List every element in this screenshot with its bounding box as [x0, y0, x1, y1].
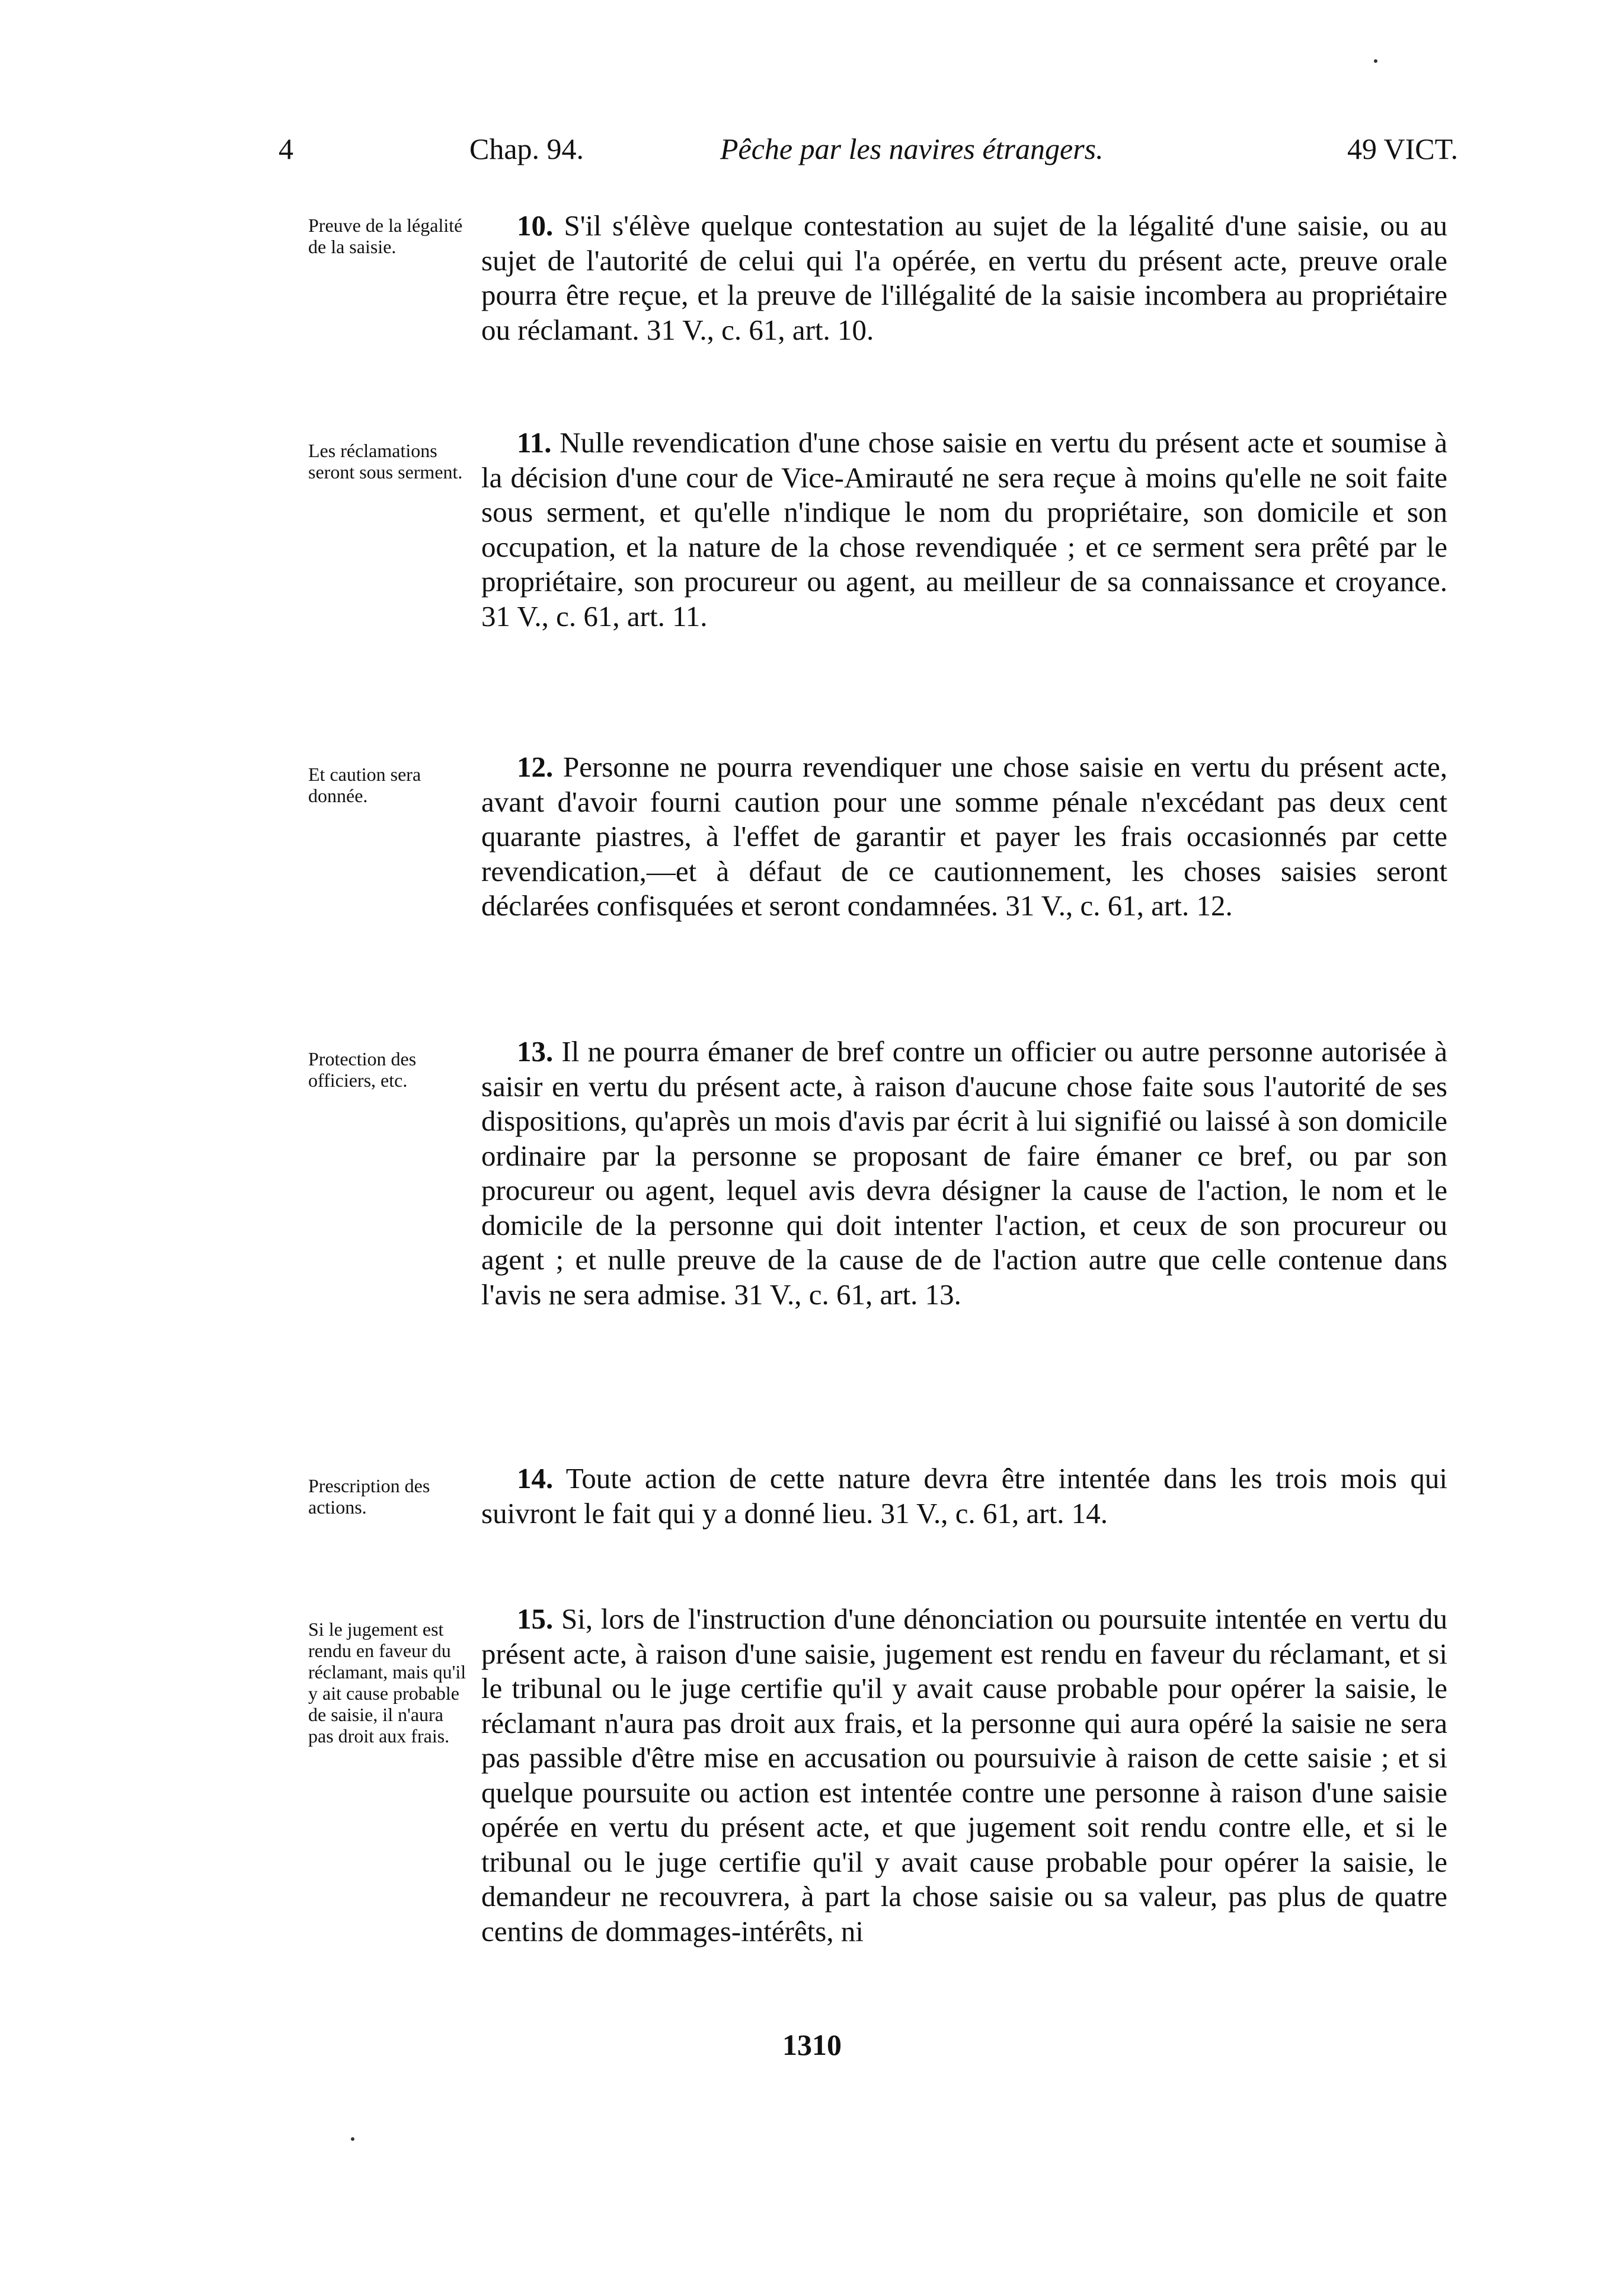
section-text: Nulle revendication d'une chose saisie en vertu du présent acte et soumise à la décision d'une cour de Vice-Amirauté ne sera reçue à moins qu'elle ne soit faite sous serment, et qu'elle n'indique le nom du propriétaire, son domicile et son occupation, et la nature de la chose revendiquée ; et ce serment sera prêté par le propriétaire, son procureur ou agent, au meilleur de sa connaissance et croyance. 31 V., c. 61, art. 11. — [481, 426, 1448, 633]
section-number: 10. — [517, 209, 554, 242]
section-number: 13. — [517, 1035, 554, 1068]
section-text: S'il s'élève quelque contestation au sujet de la légalité d'une saisie, ou au sujet de l'autorité de celui qui l'a opérée, en vertu du présent acte, preuve orale pourra être reçue, et la preuve de l'illégalité de la saisie incombera au propriétaire ou réclamant. 31 V., c. 61, art. 10. — [481, 209, 1447, 346]
header-chapter: Chap. 94. — [469, 132, 584, 165]
folio-number: 1310 — [782, 2028, 842, 2061]
section-10 — [481, 209, 1447, 347]
margin-note-10: Preuve de la légalité de la saisie. — [308, 215, 463, 257]
margin-note-15: Si le jugement est rendu en faveur du réclamant, mais qu'il y ait cause probable de saisie, il n'aura pas droit aux frais. — [308, 1619, 466, 1747]
running-header — [279, 132, 1458, 173]
section-number: 15. — [517, 1603, 554, 1635]
section-12 — [481, 750, 1447, 924]
section-text: Si, lors de l'instruction d'une dénonciation ou poursuite intentée en vertu du présent acte, à raison d'une saisie, jugement est rendu en faveur du réclamant, et si le tribunal ou le juge certifie qu'il y avait cause probable pour opérer la saisie, le réclamant n'aura pas droit aux frais, et la personne qui aura opéré la saisie ne sera pas passible d'être mise en accusation ou poursuivie à raison de cette saisie ; et si quelque poursuite ou action est intentée contre une personne à raison d'une saisie opérée en vertu du présent acte, et que jugement soit rendu contre elle, et si le tribunal ou le juge certifie qu'il y avait cause probable pour opérer la saisie, le demandeur ne recouvrera, à part la chose saisie ou sa valeur, pas plus de quatre centins de dommages-intérêts, ni — [481, 1603, 1448, 1948]
section-number: 12. — [517, 751, 554, 783]
section-number: 11. — [517, 426, 552, 459]
margin-note-11: Les réclamations seront sous serment. — [308, 440, 463, 483]
margin-note-12: Et caution sera donnée. — [308, 764, 421, 806]
section-14 — [481, 1461, 1447, 1531]
section-text: Personne ne pourra revendiquer une chose saisie en vertu du présent acte, avant d'avoir fourni caution pour une somme pénale n'excédant pas deux cent quarante piastres, à l'effet de garantir et payer les frais occasionnés par cette revendication,—et à défaut de ce cautionnement, les choses saisies seront déclarées confisquées et seront condamnées. 31 V., c. 61, art. 12. — [481, 751, 1447, 922]
header-title: Pêche par les navires étrangers. — [720, 132, 1104, 165]
header-regnal-year: 49 VICT. — [1347, 132, 1458, 165]
print-speck — [1374, 59, 1377, 63]
section-11 — [481, 426, 1447, 634]
margin-note-13: Protection des officiers, etc. — [308, 1048, 417, 1091]
header-page-number: 4 — [279, 132, 293, 165]
section-text: Toute action de cette nature devra être intentée dans les trois mois qui suivront le fait qui y a donné lieu. 31 V., c. 61, art. 14. — [481, 1462, 1447, 1530]
section-13 — [481, 1035, 1447, 1312]
section-number: 14. — [517, 1462, 554, 1495]
section-15 — [481, 1602, 1447, 1949]
margin-note-14: Prescription des actions. — [308, 1475, 430, 1518]
section-text: Il ne pourra émaner de bref contre un officier ou autre personne autorisée à saisir en vertu du présent acte, à raison d'aucune chose faite sous l'autorité de ses dispositions, qu'après un mois d'avis par écrit à lui signifié ou laissé à son domicile ordinaire par la personne se proposant de faire émaner ce bref, ou par son procureur ou agent, lequel avis devra désigner la cause de l'action, le nom et le domicile de la personne qui doit intenter l'action, et ceux de son procureur ou agent ; et nulle preuve de la cause de de l'action autre que celle contenue dans l'avis ne sera admise. 31 V., c. 61, art. 13. — [481, 1035, 1448, 1311]
print-speck — [351, 2137, 354, 2141]
